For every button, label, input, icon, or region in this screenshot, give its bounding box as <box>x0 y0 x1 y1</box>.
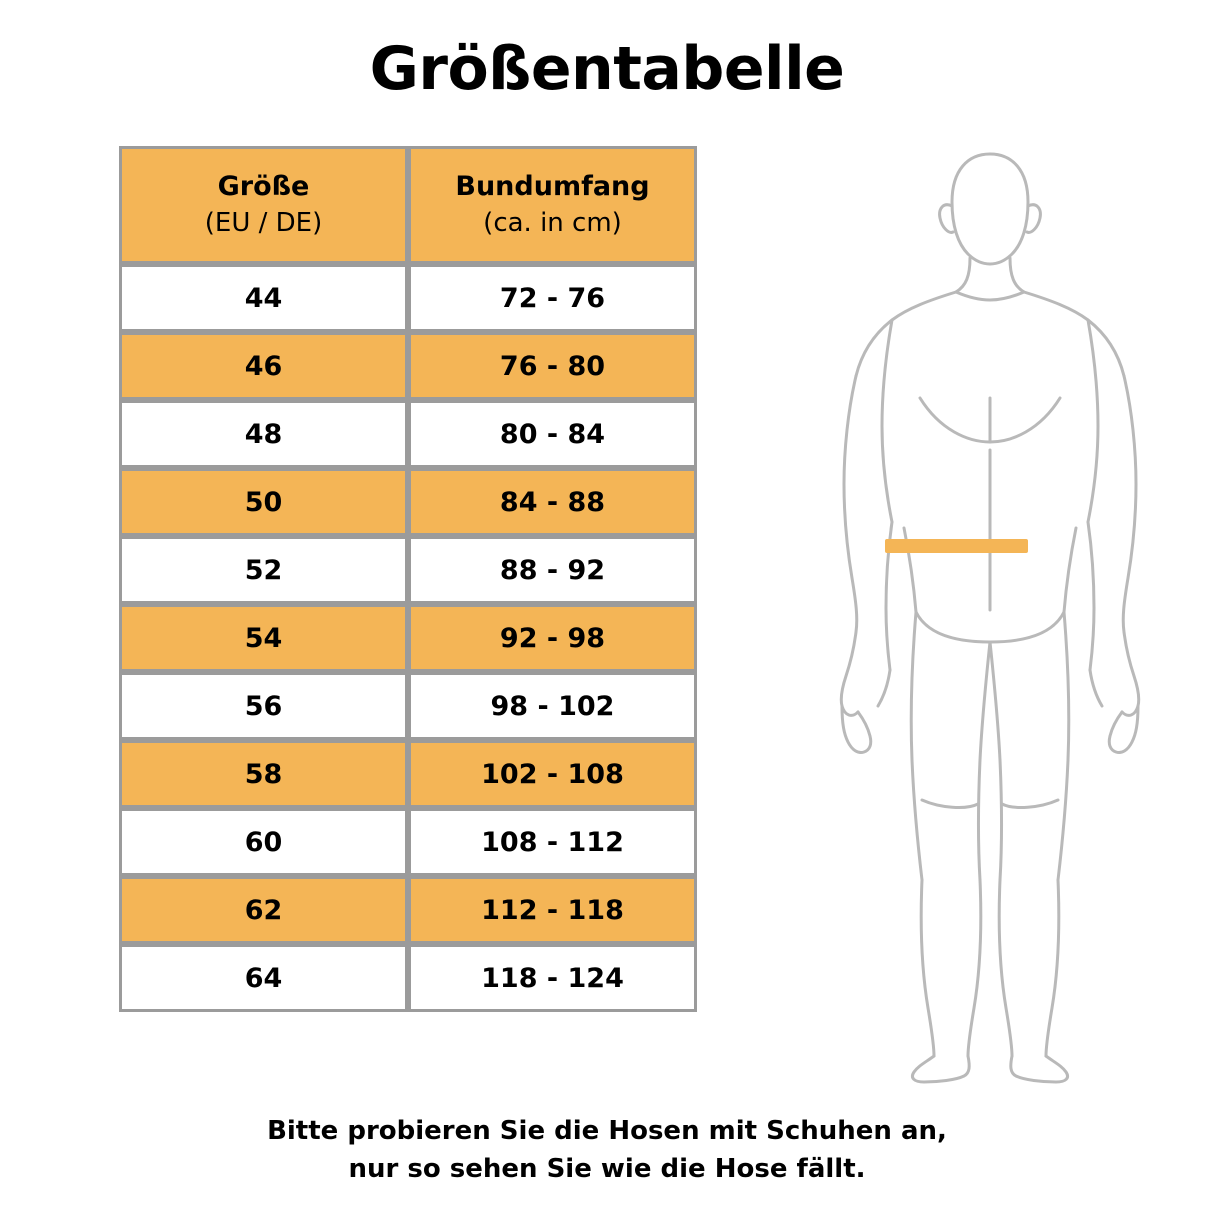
table-row <box>119 808 697 876</box>
cell-size: 44 <box>119 264 408 332</box>
waist-measure-band <box>885 539 1028 553</box>
column-header-waist-main: Bundumfang <box>455 171 650 203</box>
note-line-2: nur so sehen Sie wie die Hose fällt. <box>348 1153 866 1184</box>
size-table <box>119 146 697 1012</box>
note-text <box>0 1113 1214 1188</box>
table-row <box>119 672 697 740</box>
table-row <box>119 536 697 604</box>
cell-waist: 84 - 88 <box>408 468 697 536</box>
table-row <box>119 468 697 536</box>
cell-waist: 92 - 98 <box>408 604 697 672</box>
cell-waist: 118 - 124 <box>408 944 697 1012</box>
cell-size: 64 <box>119 944 408 1012</box>
cell-waist: 80 - 84 <box>408 400 697 468</box>
table-row <box>119 264 697 332</box>
body-figure-illustration <box>800 140 1180 1090</box>
cell-size: 62 <box>119 876 408 944</box>
table-row <box>119 400 697 468</box>
column-header-size-sub: (EU / DE) <box>204 207 323 238</box>
cell-waist: 76 - 80 <box>408 332 697 400</box>
page-title: Größentabelle <box>369 34 845 104</box>
table-row <box>119 604 697 672</box>
column-header-size-main: Größe <box>217 171 310 203</box>
column-header-waist <box>408 146 697 264</box>
cell-size: 56 <box>119 672 408 740</box>
table-row <box>119 332 697 400</box>
cell-waist: 108 - 112 <box>408 808 697 876</box>
cell-waist: 102 - 108 <box>408 740 697 808</box>
table-header-row <box>119 146 697 264</box>
table-row <box>119 944 697 1012</box>
male-body-outline-icon <box>800 140 1180 1090</box>
cell-size: 58 <box>119 740 408 808</box>
table-row <box>119 876 697 944</box>
cell-waist: 112 - 118 <box>408 876 697 944</box>
cell-size: 46 <box>119 332 408 400</box>
cell-waist: 98 - 102 <box>408 672 697 740</box>
cell-size: 50 <box>119 468 408 536</box>
column-header-size <box>119 146 408 264</box>
note-line-1: Bitte probieren Sie die Hosen mit Schuhen an, <box>267 1116 947 1146</box>
cell-waist: 72 - 76 <box>408 264 697 332</box>
cell-size: 52 <box>119 536 408 604</box>
column-header-waist-sub: (ca. in cm) <box>483 207 622 238</box>
cell-size: 48 <box>119 400 408 468</box>
cell-size: 60 <box>119 808 408 876</box>
cell-size: 54 <box>119 604 408 672</box>
cell-waist: 88 - 92 <box>408 536 697 604</box>
table-row <box>119 740 697 808</box>
